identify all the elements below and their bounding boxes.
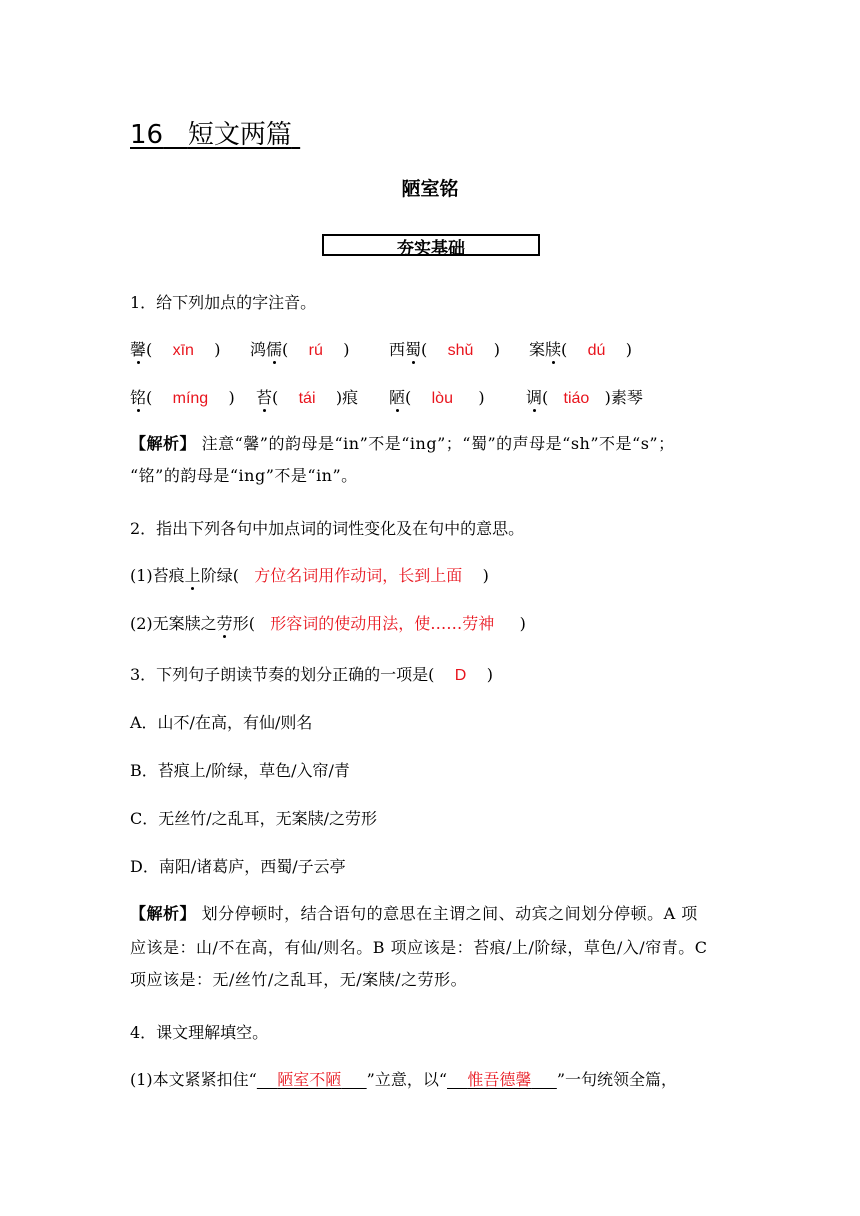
answer: lòu: [431, 390, 453, 407]
analysis-text: 注意“馨”的韵母是“in”不是“ing”；“蜀”的声母是“sh”不是“s”；: [201, 434, 675, 453]
dotted-char: 劳: [216, 614, 233, 633]
sentence-text: 阶绿(: [200, 566, 239, 585]
sentence-text: ”立意，以“: [366, 1070, 448, 1089]
section-banner: [322, 232, 540, 258]
paren: ): [482, 566, 489, 585]
q1-item-3: 西蜀( shǔ ): [389, 340, 501, 359]
q1-analysis: [130, 430, 675, 458]
sentence-text: (1)本文紧紧扣住“: [130, 1070, 257, 1089]
answer: rú: [308, 342, 323, 359]
dotted-char: 蜀: [405, 340, 422, 359]
answer: 形容词的使动用法，使……劳神: [270, 614, 495, 633]
dotted-char: 调: [526, 388, 543, 407]
q1-item-1: 馨( xīn ): [130, 340, 221, 359]
q2-stem: 2．指出下列各句中加点词的词性变化及在句中的意思。: [130, 519, 525, 538]
char-suffix: 素琴: [610, 388, 643, 407]
dotted-char: 铭: [130, 388, 147, 407]
q3-option-a: A．山不/在高，有仙/则名: [130, 713, 313, 732]
dotted-char: 陋: [389, 388, 406, 407]
blank: [447, 1070, 557, 1089]
sentence-text: (1)苔痕: [130, 566, 185, 585]
q4-stem: 4．课文理解填空。: [130, 1023, 269, 1042]
q3-stem: [130, 662, 493, 685]
q3-analysis-line-3: 项应该是：无/丝竹/之乱耳，无/案牍/之劳形。: [130, 970, 468, 989]
answer: shǔ: [447, 342, 474, 359]
dotted-char: 牍: [545, 340, 562, 359]
q3-option-d: D．南阳/诸葛庐，西蜀/子云亭: [130, 857, 346, 876]
q1-item-8: 调( tiáo )素琴: [526, 388, 643, 407]
answer: 惟吾德馨: [467, 1070, 532, 1089]
q1-item-2: 鸿儒( rú ): [250, 340, 350, 359]
q3-option-c: C．无丝竹/之乱耳，无案牍/之劳形: [130, 809, 378, 828]
q3-analysis: [130, 900, 698, 928]
lesson-title: 短文两篇: [187, 120, 292, 150]
char-suffix: 痕: [342, 388, 359, 407]
answer: dú: [587, 342, 606, 359]
char-prefix: 案: [529, 340, 546, 359]
q2-item-1: [130, 563, 489, 586]
q1-item-7: 陋( lòu ): [389, 388, 485, 407]
answer: tiáo: [563, 390, 590, 407]
sentence-text: 形(: [232, 614, 255, 633]
q1-item-6: 苔( tái )痕: [256, 388, 359, 407]
answer: 陋室不陋: [277, 1070, 342, 1089]
dotted-char: 苔: [256, 388, 273, 407]
answer: 方位名词用作动词，长到上面: [254, 566, 463, 585]
dotted-char: 馨: [130, 340, 147, 359]
q2-item-2: [130, 611, 526, 634]
sentence-text: (2)无案牍之: [130, 614, 217, 633]
char-prefix: 西: [389, 340, 406, 359]
q4-item-1: [130, 1067, 677, 1090]
blank: [257, 1070, 367, 1089]
paren: ): [486, 665, 493, 684]
analysis-label: 【解析】: [130, 904, 197, 923]
question-text: 3．下列句子朗读节奏的划分正确的一项是(: [130, 665, 435, 684]
q1-item-5: 铭( míng ): [130, 388, 235, 407]
q3-option-b: B．苔痕上/阶绿，草色/入帘/青: [130, 761, 350, 780]
char-prefix: 鸿: [250, 340, 267, 359]
section-subtitle: 陋室铭: [401, 178, 459, 200]
answer: tái: [298, 390, 316, 407]
analysis-label: 【解析】: [130, 434, 197, 453]
dotted-char: 儒: [266, 340, 283, 359]
paren: ): [519, 614, 526, 633]
analysis-text: 划分停顿时，结合语句的意思在主谓之间、动宾之间划分停顿。A 项: [201, 904, 698, 923]
sentence-text: ”一句统领全篇，: [556, 1070, 678, 1089]
answer: D: [454, 667, 467, 684]
page-title: [130, 114, 300, 151]
q1-analysis-cont: “铭”的韵母是“ing”不是“in”。: [130, 466, 358, 485]
q3-analysis-line-2: 应该是：山/不在高，有仙/则名。B 项应该是：苔痕/上/阶绿，草色/入/帘青。C: [130, 938, 708, 957]
dotted-char: 上: [184, 566, 201, 585]
q1-item-4: 案牍( dú ): [529, 340, 633, 359]
answer: míng: [172, 390, 209, 407]
q1-stem: 1．给下列加点的字注音。: [130, 293, 317, 312]
banner-label: 夯实基础: [397, 239, 465, 259]
lesson-number: 16: [130, 120, 164, 150]
answer: xīn: [172, 342, 194, 359]
